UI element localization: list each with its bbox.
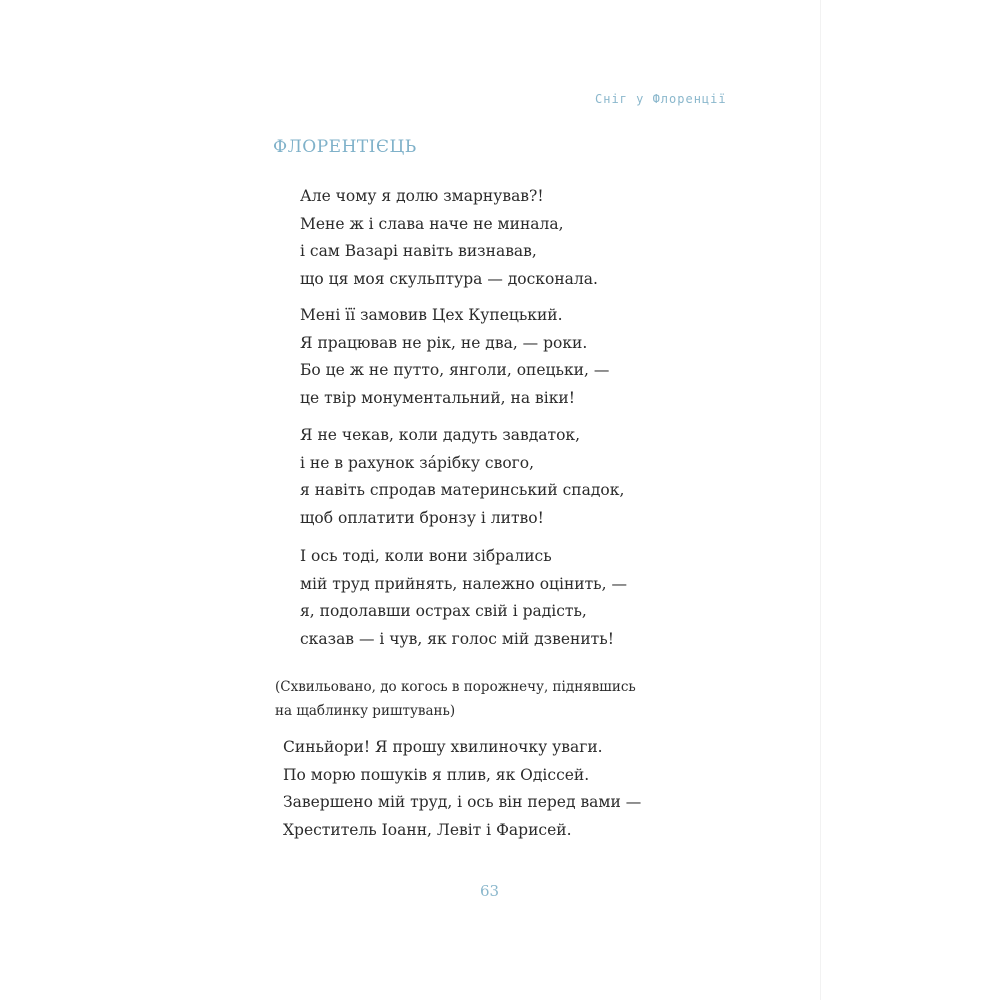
verse-line: це твір монументальний, на віки! bbox=[300, 388, 575, 407]
verse-line: і не в рахунок зáрібку свого, bbox=[300, 453, 535, 472]
stanza-2 bbox=[300, 302, 609, 412]
verse-line: Синьйори! Я прошу хвилиночку уваги. bbox=[283, 738, 603, 756]
stanza-5 bbox=[283, 734, 641, 844]
verse-line: Мене ж і слава наче не минала, bbox=[300, 214, 564, 233]
verse-line: По морю пошуків я плив, як Одіссей. bbox=[283, 765, 590, 784]
page-number: 63 bbox=[480, 882, 500, 900]
stage-direction-line: на щаблинку риштувань) bbox=[275, 703, 456, 719]
verse-line: Хреститель Іоанн, Левіт і Фарисей. bbox=[283, 820, 572, 839]
stage-direction-line: (Схвильовано, до когось в порожнечу, піднявшись bbox=[275, 679, 636, 695]
verse-line: мій труд прийнять, належно оцінить, — bbox=[300, 574, 627, 593]
verse-line: сказав — і чув, як голос мій дзвенить! bbox=[300, 629, 614, 648]
running-head: Сніг у Флоренції bbox=[595, 92, 727, 106]
verse-line: Мені її замовив Цех Купецький. bbox=[300, 306, 563, 324]
verse-line: щоб оплатити бронзу і литво! bbox=[300, 508, 544, 527]
verse-line: Я не чекав, коли дадуть завдаток, bbox=[300, 426, 581, 444]
verse-line: і сам Вазарі навіть визнавав, bbox=[300, 242, 537, 260]
verse-line: І ось тоді, коли вони зібрались bbox=[300, 547, 552, 565]
stanza-3 bbox=[300, 422, 624, 532]
verse-line: я навіть спродав материнський спадок, bbox=[300, 481, 625, 499]
verse-line: що ця моя скульптура — досконала. bbox=[300, 269, 598, 288]
verse-line: Бо це ж не путто, янголи, опецьки, — bbox=[300, 361, 610, 379]
stanza-4 bbox=[300, 543, 627, 653]
stage-direction bbox=[275, 675, 636, 723]
speaker-name: ФЛОРЕНТІЄЦЬ bbox=[273, 137, 417, 157]
verse-line: Я працював не рік, не два, — роки. bbox=[300, 333, 588, 352]
verse-line: Завершено мій труд, і ось він перед вами — bbox=[283, 793, 642, 811]
verse-line: я, подолавши острах свій і радість, bbox=[300, 602, 587, 620]
stanza-1 bbox=[300, 183, 598, 293]
verse-line: Але чому я долю змарнував?! bbox=[300, 187, 544, 205]
